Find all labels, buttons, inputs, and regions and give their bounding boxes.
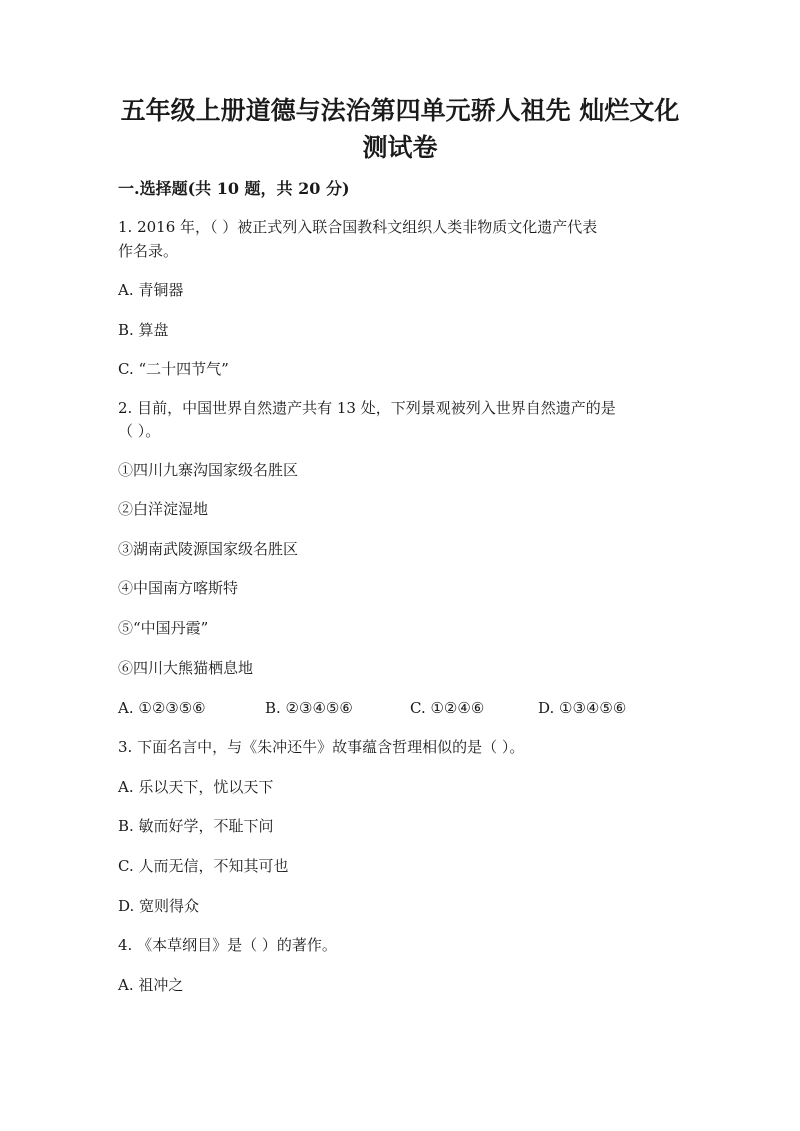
question-2-option-b: B. ②③④⑤⑥: [265, 699, 353, 717]
question-3-option-b: B. 敏而好学，不耻下问: [118, 817, 274, 835]
question-2-item-5: ⑤“中国丹霞”: [118, 619, 209, 637]
question-3-option-a: A. 乐以天下，忧以天下: [118, 778, 274, 796]
question-2-stem-line-1: 2. 目前，中国世界自然遗产共有 13 处，下列景观被列入世界自然遗产的是: [118, 399, 616, 417]
question-2-option-c: C. ①②④⑥: [410, 699, 485, 717]
question-2-item-6: ⑥四川大熊猫栖息地: [118, 659, 254, 677]
question-1-stem-line-1: 1. 2016 年，（ ）被正式列入联合国教科文组织人类非物质文化遗产代表: [118, 218, 598, 236]
page-title: [80, 92, 720, 166]
question-1-option-c: C. “二十四节气”: [118, 360, 229, 378]
question-1-stem-line-2: 作名录。: [118, 242, 179, 260]
question-1-option-b: B. 算盘: [118, 321, 169, 339]
question-2-stem-line-2: （ ）。: [118, 422, 161, 440]
question-2-option-d: D. ①③④⑤⑥: [538, 699, 627, 717]
question-3-option-c: C. 人而无信，不知其可也: [118, 857, 289, 875]
question-2-item-4: ④中国南方喀斯特: [118, 579, 239, 597]
question-2-option-a: A. ①②③⑤⑥: [118, 699, 206, 717]
question-2-item-3: ③湖南武陵源国家级名胜区: [118, 540, 299, 558]
page-title-line-1: 五年级上册道德与法治第四单元骄人祖先 灿烂文化: [120, 96, 680, 125]
question-1-option-a: A. 青铜器: [118, 281, 184, 299]
question-2-item-1: ①四川九寨沟国家级名胜区: [118, 461, 299, 479]
question-2-options: [118, 697, 678, 719]
question-3-stem: 3. 下面名言中，与《朱冲还牛》故事蕴含哲理相似的是（ ）。: [118, 738, 525, 756]
question-3-option-d: D. 宽则得众: [118, 897, 200, 915]
question-4-option-a: A. 祖冲之: [118, 976, 184, 994]
section-heading: 一.选择题(共 10 题，共 20 分): [118, 179, 350, 198]
question-4-stem: 4. 《本草纲目》是（ ）的著作。: [118, 936, 337, 954]
question-2-item-2: ②白洋淀湿地: [118, 500, 209, 518]
page-title-line-2: 测试卷: [362, 133, 438, 162]
